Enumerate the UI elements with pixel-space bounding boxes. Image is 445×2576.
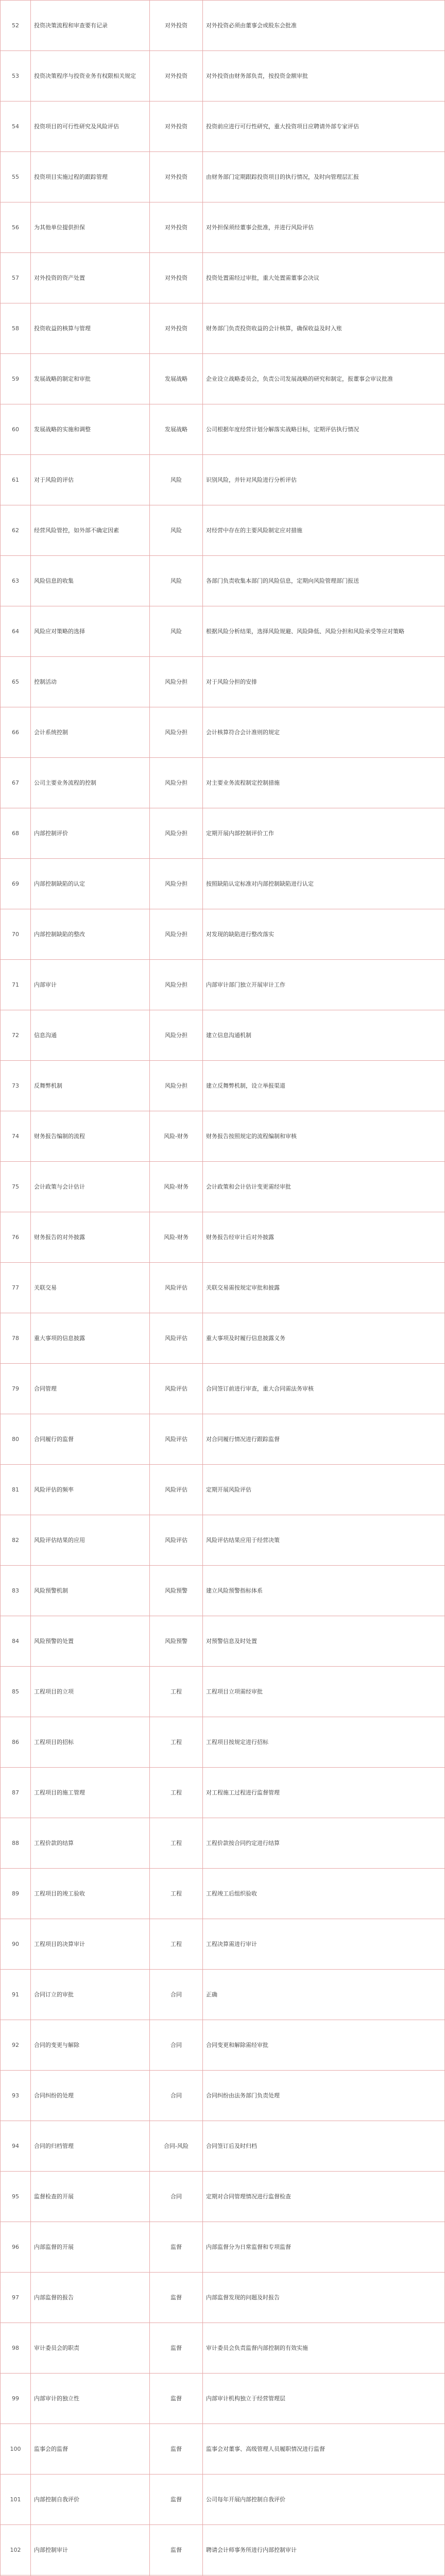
table-row: [1, 404, 445, 455]
row-answer: 对经营中存在的主要风险制定应对措施: [203, 505, 445, 556]
table-row: [1, 1414, 445, 1465]
row-number: 70: [1, 909, 31, 960]
row-category: 工程: [150, 1667, 203, 1717]
row-category: 监督: [150, 2374, 203, 2424]
row-answer: 定期开展风险评估: [203, 1465, 445, 1515]
row-number: 99: [1, 2374, 31, 2424]
row-category: 对外投资: [150, 202, 203, 253]
row-category: 工程: [150, 1869, 203, 1919]
row-answer: 投资处置需经过审批，重大处置需董事会决议: [203, 253, 445, 303]
table-row: [1, 2475, 445, 2525]
row-answer: 对合同履行情况进行跟踪监督: [203, 1414, 445, 1465]
row-category: 工程: [150, 1717, 203, 1768]
row-answer: 公司每年开展内部控制自我评价: [203, 2475, 445, 2525]
row-number: 76: [1, 1212, 31, 1263]
row-number: 80: [1, 1414, 31, 1465]
table-row: [1, 152, 445, 202]
row-question: 内部控制缺陷的整改: [31, 909, 150, 960]
row-question: 合同纠纷的处理: [31, 2071, 150, 2121]
table-row: [1, 2374, 445, 2424]
table-row: [1, 1717, 445, 1768]
row-answer: 内部监督发现的问题及时报告: [203, 2273, 445, 2323]
row-number: 69: [1, 859, 31, 909]
row-number: 52: [1, 1, 31, 51]
row-category: 风险评估: [150, 1414, 203, 1465]
row-number: 84: [1, 1616, 31, 1667]
row-answer: 识别风险，并针对风险进行分析评估: [203, 455, 445, 505]
row-number: 78: [1, 1313, 31, 1364]
table-row: [1, 606, 445, 657]
row-question: 工程项目的施工管理: [31, 1768, 150, 1818]
row-number: 98: [1, 2323, 31, 2374]
row-category: 风险: [150, 455, 203, 505]
row-answer: 对发现的缺陷进行整改落实: [203, 909, 445, 960]
row-question: 风险应对策略的选择: [31, 606, 150, 657]
row-question: 内部控制评价: [31, 808, 150, 859]
row-question: 内部审计的独立性: [31, 2374, 150, 2424]
row-question: 投资项目的可行性研究及风险评估: [31, 101, 150, 152]
row-category: 对外投资: [150, 101, 203, 152]
row-number: 86: [1, 1717, 31, 1768]
row-number: 56: [1, 202, 31, 253]
row-question: 内部监督的开展: [31, 2222, 150, 2273]
row-number: 71: [1, 960, 31, 1010]
row-answer: 会计政策和会计估计变更需经审批: [203, 1162, 445, 1212]
row-question: 财务报告的对外披露: [31, 1212, 150, 1263]
row-category: 对外投资: [150, 152, 203, 202]
table-row: [1, 808, 445, 859]
row-answer: 重大事项及时履行信息披露义务: [203, 1313, 445, 1364]
row-category: 合同: [150, 2020, 203, 2071]
row-number: 74: [1, 1111, 31, 1162]
table-row: [1, 2020, 445, 2071]
table-row: [1, 657, 445, 707]
row-answer: 内部审计机构独立于经营管理层: [203, 2374, 445, 2424]
table-row: [1, 303, 445, 354]
row-number: 82: [1, 1515, 31, 1566]
row-number: 88: [1, 1818, 31, 1869]
row-question: 发展战略的实施和调整: [31, 404, 150, 455]
row-category: 工程: [150, 1768, 203, 1818]
row-question: 风险信息的收集: [31, 556, 150, 606]
row-answer: 工程项目按规定进行招标: [203, 1717, 445, 1768]
table-row: [1, 505, 445, 556]
row-category: 发展战略: [150, 354, 203, 404]
table-row: [1, 707, 445, 758]
row-answer: 会计核算符合会计准则的规定: [203, 707, 445, 758]
row-answer: 对主要业务流程制定控制措施: [203, 758, 445, 808]
row-question: 合同的变更与解除: [31, 2020, 150, 2071]
row-category: 监督: [150, 2323, 203, 2374]
table-row: [1, 51, 445, 101]
row-category: 风险评估: [150, 1364, 203, 1414]
row-question: 风险预警机制: [31, 1566, 150, 1616]
row-question: 公司主要业务流程的控制: [31, 758, 150, 808]
row-answer: 风险评估结果应用于经营决策: [203, 1515, 445, 1566]
row-answer: 对工程施工过程进行监督管理: [203, 1768, 445, 1818]
row-question: 工程项目的立项: [31, 1667, 150, 1717]
row-question: 工程价款的结算: [31, 1818, 150, 1869]
row-answer: 审计委员会负责监督内部控制的有效实施: [203, 2323, 445, 2374]
row-answer: 合同纠纷由法务部门负责处理: [203, 2071, 445, 2121]
row-answer: 公司根据年度经营计划分解落实战略目标，定期评估执行情况: [203, 404, 445, 455]
row-question: 风险评估结果的应用: [31, 1515, 150, 1566]
row-category: 对外投资: [150, 51, 203, 101]
row-category: 合同: [150, 2172, 203, 2222]
table-row: [1, 101, 445, 152]
row-category: 风险预警: [150, 1616, 203, 1667]
row-category: 合同-风险: [150, 2121, 203, 2172]
table-row: [1, 1111, 445, 1162]
row-category: 监督: [150, 2475, 203, 2525]
row-number: 81: [1, 1465, 31, 1515]
table-row: [1, 2424, 445, 2475]
row-number: 72: [1, 1010, 31, 1061]
row-answer: 内部审计部门独立开展审计工作: [203, 960, 445, 1010]
row-category: 监督: [150, 2222, 203, 2273]
row-answer: 合同变更和解除需经审批: [203, 2020, 445, 2071]
row-question: 合同订立的审批: [31, 1970, 150, 2020]
row-answer: 工程项目立项需经审批: [203, 1667, 445, 1717]
table-row: [1, 1465, 445, 1515]
table-row: [1, 960, 445, 1010]
table-body: [1, 1, 445, 2576]
table-row: [1, 2222, 445, 2273]
table-row: [1, 1970, 445, 2020]
row-number: 58: [1, 303, 31, 354]
table-row: [1, 909, 445, 960]
row-number: 92: [1, 2020, 31, 2071]
row-number: 83: [1, 1566, 31, 1616]
row-answer: 建立风险预警指标体系: [203, 1566, 445, 1616]
row-answer: 财务报告按照规定的流程编制和审核: [203, 1111, 445, 1162]
row-category: 风险: [150, 556, 203, 606]
row-question: 信息沟通: [31, 1010, 150, 1061]
row-number: 94: [1, 2121, 31, 2172]
row-category: 风险分担: [150, 909, 203, 960]
row-answer: 各部门负责收集本部门的风险信息，定期向风险管理部门报送: [203, 556, 445, 606]
row-category: 风险-财务: [150, 1162, 203, 1212]
row-answer: 财务报告经审计后对外披露: [203, 1212, 445, 1263]
row-answer: 投资前应进行可行性研究，重大投资项目应聘请外部专家评估: [203, 101, 445, 152]
row-category: 风险分担: [150, 1010, 203, 1061]
row-number: 63: [1, 556, 31, 606]
row-question: 工程项目的竣工验收: [31, 1869, 150, 1919]
row-category: 风险分担: [150, 1061, 203, 1111]
table-row: [1, 1667, 445, 1717]
row-answer: 合同签订后及时归档: [203, 2121, 445, 2172]
table-row: [1, 1061, 445, 1111]
row-answer: 合同签订前进行审查，重大合同需法务审核: [203, 1364, 445, 1414]
table-row: [1, 2525, 445, 2575]
row-answer: 监事会对董事、高级管理人员履职情况进行监督: [203, 2424, 445, 2475]
row-answer: 企业设立战略委员会，负责公司发展战略的研究和制定，报董事会审议批准: [203, 354, 445, 404]
row-question: 反舞弊机制: [31, 1061, 150, 1111]
row-category: 风险评估: [150, 1313, 203, 1364]
table-row: [1, 1616, 445, 1667]
table-row: [1, 354, 445, 404]
row-question: 合同管理: [31, 1364, 150, 1414]
table-row: [1, 1869, 445, 1919]
row-number: 60: [1, 404, 31, 455]
table-row: [1, 1566, 445, 1616]
row-question: 投资决策程序与投资业务有权限相关规定: [31, 51, 150, 101]
row-number: 102: [1, 2525, 31, 2575]
row-question: 内部控制审计: [31, 2525, 150, 2575]
row-answer: 工程价款按合同约定进行结算: [203, 1818, 445, 1869]
table-row: [1, 1818, 445, 1869]
row-number: 96: [1, 2222, 31, 2273]
row-answer: 关联交易需按规定审批和披露: [203, 1263, 445, 1313]
row-answer: 工程竣工后组织验收: [203, 1869, 445, 1919]
row-category: 风险分担: [150, 808, 203, 859]
row-question: 投资项目实施过程的跟踪管理: [31, 152, 150, 202]
row-question: 风险评估的频率: [31, 1465, 150, 1515]
row-category: 对外投资: [150, 1, 203, 51]
row-number: 97: [1, 2273, 31, 2323]
row-category: 风险分担: [150, 859, 203, 909]
table-row: [1, 1263, 445, 1313]
row-category: 风险分担: [150, 707, 203, 758]
row-number: 77: [1, 1263, 31, 1313]
row-question: 关联交易: [31, 1263, 150, 1313]
row-answer: 对外投资必须由董事会或股东会批准: [203, 1, 445, 51]
table-row: [1, 2172, 445, 2222]
row-category: 风险预警: [150, 1566, 203, 1616]
row-category: 工程: [150, 1919, 203, 1970]
table-row: [1, 455, 445, 505]
row-category: 风险-财务: [150, 1212, 203, 1263]
row-answer: 建立信息沟通机制: [203, 1010, 445, 1061]
row-number: 95: [1, 2172, 31, 2222]
row-category: 风险: [150, 606, 203, 657]
row-category: 风险: [150, 505, 203, 556]
row-number: 61: [1, 455, 31, 505]
row-number: 62: [1, 505, 31, 556]
row-answer: 正确: [203, 1970, 445, 2020]
row-answer: 对预警信息及时处置: [203, 1616, 445, 1667]
row-question: 会计系统控制: [31, 707, 150, 758]
row-question: 对外投资的资产处置: [31, 253, 150, 303]
row-question: 发展战略的制定和审批: [31, 354, 150, 404]
table-row: [1, 1364, 445, 1414]
row-number: 73: [1, 1061, 31, 1111]
row-question: 风险预警的处置: [31, 1616, 150, 1667]
row-question: 投资收益的核算与管理: [31, 303, 150, 354]
row-answer: 由财务部门定期跟踪投资项目的执行情况，及时向管理层汇报: [203, 152, 445, 202]
row-answer: 根据风险分析结果，选择风险规避、风险降低、风险分担和风险承受等应对策略: [203, 606, 445, 657]
table-row: [1, 1, 445, 51]
row-question: 会计政策与会计估计: [31, 1162, 150, 1212]
row-number: 91: [1, 1970, 31, 2020]
row-number: 79: [1, 1364, 31, 1414]
row-number: 55: [1, 152, 31, 202]
table-row: [1, 1768, 445, 1818]
row-question: 财务报告编制的流程: [31, 1111, 150, 1162]
row-question: 内部审计: [31, 960, 150, 1010]
row-answer: 对于风险分担的安排: [203, 657, 445, 707]
row-question: 内部控制自我评价: [31, 2475, 150, 2525]
row-category: 风险分担: [150, 960, 203, 1010]
row-number: 68: [1, 808, 31, 859]
row-question: 控制活动: [31, 657, 150, 707]
table-row: [1, 2071, 445, 2121]
table-row: [1, 1212, 445, 1263]
row-number: 59: [1, 354, 31, 404]
row-question: 审计委员会的职责: [31, 2323, 150, 2374]
row-number: 93: [1, 2071, 31, 2121]
row-answer: 定期开展内部控制评价工作: [203, 808, 445, 859]
row-answer: 对外担保须经董事会批准，并进行风险评估: [203, 202, 445, 253]
row-category: 风险分担: [150, 758, 203, 808]
row-number: 53: [1, 51, 31, 101]
row-category: 风险评估: [150, 1263, 203, 1313]
row-category: 发展战略: [150, 404, 203, 455]
row-question: 工程项目的招标: [31, 1717, 150, 1768]
row-category: 对外投资: [150, 303, 203, 354]
row-question: 合同的归档管理: [31, 2121, 150, 2172]
row-answer: 聘请会计师事务所进行内部控制审计: [203, 2525, 445, 2575]
row-question: 内部监督的报告: [31, 2273, 150, 2323]
row-category: 对外投资: [150, 253, 203, 303]
row-number: 90: [1, 1919, 31, 1970]
row-category: 风险评估: [150, 1515, 203, 1566]
row-answer: 内部监督分为日常监督和专项监督: [203, 2222, 445, 2273]
table-row: [1, 2273, 445, 2323]
row-question: 内部控制缺陷的认定: [31, 859, 150, 909]
row-number: 75: [1, 1162, 31, 1212]
row-number: 101: [1, 2475, 31, 2525]
row-question: 投资决策流程和审查要有记录: [31, 1, 150, 51]
row-category: 合同: [150, 2071, 203, 2121]
row-category: 监督: [150, 2525, 203, 2575]
row-number: 100: [1, 2424, 31, 2475]
row-number: 89: [1, 1869, 31, 1919]
table-row: [1, 1010, 445, 1061]
row-question: 工程项目的决算审计: [31, 1919, 150, 1970]
row-answer: 定期对合同管理情况进行监督检查: [203, 2172, 445, 2222]
table-row: [1, 758, 445, 808]
row-question: 重大事项的信息披露: [31, 1313, 150, 1364]
row-number: 85: [1, 1667, 31, 1717]
row-answer: 对外投资由财务部负责，按投资金额审批: [203, 51, 445, 101]
table-row: [1, 1919, 445, 1970]
table-row: [1, 556, 445, 606]
table-row: [1, 1162, 445, 1212]
row-question: 经营风险管控，如外部不确定因素: [31, 505, 150, 556]
row-question: 合同履行的监督: [31, 1414, 150, 1465]
row-number: 67: [1, 758, 31, 808]
row-answer: 按照缺陷认定标准对内部控制缺陷进行认定: [203, 859, 445, 909]
table-row: [1, 2323, 445, 2374]
row-answer: 建立反舞弊机制，设立举报渠道: [203, 1061, 445, 1111]
row-category: 合同: [150, 1970, 203, 2020]
row-question: 对于风险的评估: [31, 455, 150, 505]
row-question: 监督检查的开展: [31, 2172, 150, 2222]
table-row: [1, 2121, 445, 2172]
table-row: [1, 202, 445, 253]
row-answer: 财务部门负责投资收益的会计核算，确保收益及时入账: [203, 303, 445, 354]
row-category: 风险分担: [150, 657, 203, 707]
table-row: [1, 859, 445, 909]
row-number: 87: [1, 1768, 31, 1818]
table-row: [1, 253, 445, 303]
row-category: 监督: [150, 2273, 203, 2323]
table-row: [1, 1515, 445, 1566]
row-category: 风险-财务: [150, 1111, 203, 1162]
row-category: 监督: [150, 2424, 203, 2475]
row-category: 工程: [150, 1818, 203, 1869]
row-number: 57: [1, 253, 31, 303]
row-number: 65: [1, 657, 31, 707]
row-number: 64: [1, 606, 31, 657]
table-row: [1, 1313, 445, 1364]
row-category: 风险评估: [150, 1465, 203, 1515]
row-question: 监事会的监督: [31, 2424, 150, 2475]
row-number: 54: [1, 101, 31, 152]
row-answer: 工程决算需进行审计: [203, 1919, 445, 1970]
row-question: 为其他单位提供担保: [31, 202, 150, 253]
row-number: 66: [1, 707, 31, 758]
